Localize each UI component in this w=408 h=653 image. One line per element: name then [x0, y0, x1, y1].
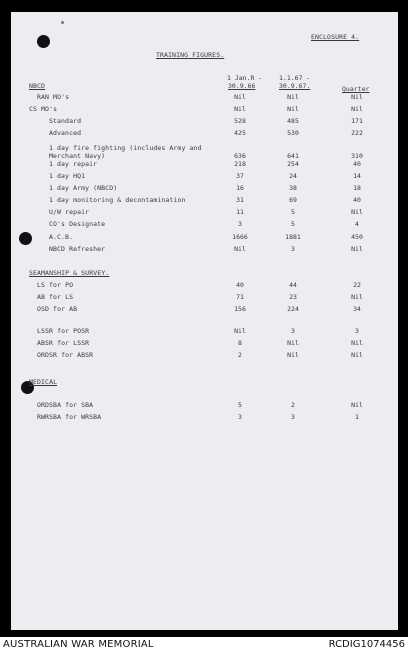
row-label: 1 day HQ1	[49, 172, 86, 180]
row-value-col1: 71	[236, 293, 244, 301]
col3-header: Quarter	[342, 85, 370, 93]
row-value-col3: 222	[351, 129, 363, 137]
row-value-col2: 224	[287, 305, 299, 313]
row-value-col2: Nil	[287, 93, 299, 101]
enclosure-label: ENCLOSURE 4.	[311, 33, 360, 41]
row-value-col1: 2	[238, 351, 242, 359]
row-label: 1 day monitoring & decontamination	[49, 196, 186, 204]
row-value-col2: 44	[289, 281, 297, 289]
row-value-col3: Nil	[351, 208, 363, 216]
row-value-col2: 254	[287, 160, 299, 168]
row-value-col2: Nil	[287, 105, 299, 113]
row-value-col2: 1881	[285, 233, 301, 241]
row-label: ORDSR for ABSR	[37, 351, 94, 359]
row-label: CS MO's	[29, 105, 58, 113]
row-value-col1: 1666	[232, 233, 248, 241]
document-title: TRAINING FIGURES.	[156, 51, 225, 59]
row-value-col2: 24	[289, 172, 297, 180]
row-value-col1: 40	[236, 281, 244, 289]
row-label: ORDSBA for SBA	[37, 401, 94, 409]
row-label: 1 day repair	[49, 160, 98, 168]
row-value-col1: 31	[236, 196, 244, 204]
row-label: CO's Designate	[49, 220, 106, 228]
row-value-col1: Nil	[234, 327, 246, 335]
row-value-col3: Nil	[351, 105, 363, 113]
row-value-col2: Nil	[287, 351, 299, 359]
row-value-col1: 11	[236, 208, 244, 216]
row-label: ABSR for LSSR	[37, 339, 90, 347]
row-value-col3: Nil	[351, 93, 363, 101]
row-label: NBCD Refresher	[49, 245, 106, 253]
row-value-col3: 40	[353, 196, 361, 204]
row-label: RWRSBA for WRSBA	[37, 413, 102, 421]
row-value-col3: Nil	[351, 339, 363, 347]
row-value-col3: 18	[353, 184, 361, 192]
paper-mark	[61, 21, 64, 24]
row-label: LS for PO	[37, 281, 74, 289]
row-label: AB for LS	[37, 293, 74, 301]
row-value-col3: 22	[353, 281, 361, 289]
row-value-col3: 14	[353, 172, 361, 180]
row-value-col1: Nil	[234, 105, 246, 113]
row-value-col1: 156	[234, 305, 246, 313]
row-value-col1: 8	[238, 339, 242, 347]
col1-header-line1: 1 Jan.R -	[227, 74, 263, 82]
row-value-col3: 450	[351, 233, 363, 241]
row-value-col2: 641	[287, 152, 299, 160]
row-value-col3: Nil	[351, 401, 363, 409]
footer-id: RCDIG1074456	[328, 639, 405, 650]
row-value-col1: 5	[238, 401, 242, 409]
row-value-col2: 485	[287, 117, 299, 125]
row-value-col3: 40	[353, 160, 361, 168]
row-value-col2: 3	[291, 413, 295, 421]
col2-header-line1: 1.1.67 -	[279, 74, 311, 82]
row-value-col3: Nil	[351, 351, 363, 359]
footer-bar	[0, 637, 408, 653]
row-value-col2: 23	[289, 293, 297, 301]
row-label: LSSR for POSR	[37, 327, 90, 335]
section-heading-nbcd: NBCD	[29, 82, 46, 90]
row-value-col2: Nil	[287, 339, 299, 347]
row-value-col3: Nil	[351, 245, 363, 253]
section-heading-medical: MEDICAL	[29, 378, 58, 386]
footer-source: AUSTRALIAN WAR MEMORIAL	[3, 639, 154, 650]
document-page	[11, 12, 398, 630]
col1-header-line2: 30.9.66	[228, 82, 256, 90]
punch-hole	[37, 35, 50, 48]
row-value-col1: 218	[234, 160, 246, 168]
row-label: 1 day fire fighting (includes Army and	[49, 144, 202, 152]
row-value-col3: 34	[353, 305, 361, 313]
row-label: RAN MO's	[37, 93, 70, 101]
row-value-col2: 5	[291, 220, 295, 228]
row-label: Advanced	[49, 129, 82, 137]
row-value-col2: 3	[291, 327, 295, 335]
row-value-col2: 530	[287, 129, 299, 137]
row-value-col3: 4	[355, 220, 359, 228]
row-value-col1: Nil	[234, 93, 246, 101]
row-label: A.C.B.	[49, 233, 74, 241]
row-label: OSD for AB	[37, 305, 78, 313]
row-value-col3: 3	[355, 327, 359, 335]
row-label: 1 day Army (NBCD)	[49, 184, 118, 192]
row-label: U/W repair	[49, 208, 90, 216]
row-value-col3: 1	[355, 413, 359, 421]
row-value-col2: 3	[291, 245, 295, 253]
row-value-col3: Nil	[351, 293, 363, 301]
section-heading-seamanship: SEAMANSHIP & SURVEY.	[29, 269, 110, 277]
row-value-col3: 171	[351, 117, 363, 125]
row-value-col2: 38	[289, 184, 297, 192]
row-value-col1: 636	[234, 152, 246, 160]
row-value-col1: 37	[236, 172, 244, 180]
row-label: Standard	[49, 117, 82, 125]
col2-header-line2: 30.9.67.	[279, 82, 311, 90]
row-value-col3: 310	[351, 152, 363, 160]
row-value-col1: Nil	[234, 245, 246, 253]
row-value-col2: 69	[289, 196, 297, 204]
row-label-continued: Merchant Navy)	[49, 152, 106, 160]
row-value-col2: 5	[291, 208, 295, 216]
row-value-col1: 3	[238, 220, 242, 228]
punch-hole	[19, 232, 32, 245]
row-value-col2: 2	[291, 401, 295, 409]
row-value-col1: 528	[234, 117, 246, 125]
row-value-col1: 425	[234, 129, 246, 137]
row-value-col1: 3	[238, 413, 242, 421]
row-value-col1: 16	[236, 184, 244, 192]
